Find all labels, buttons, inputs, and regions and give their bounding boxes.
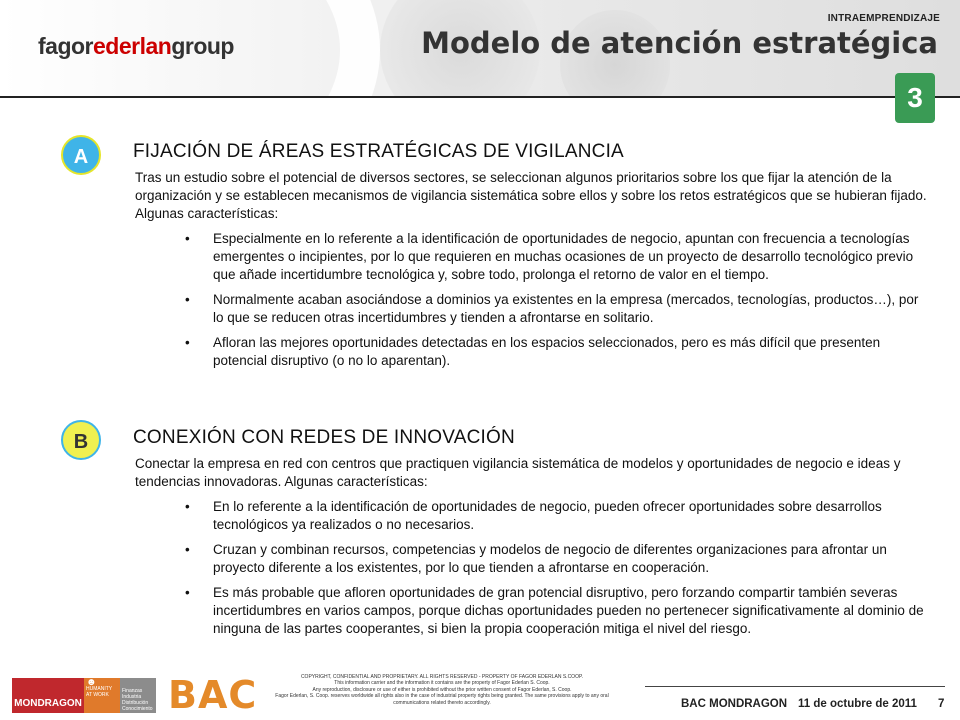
footer-divider (645, 686, 945, 687)
section-a (133, 141, 928, 377)
list-item: • Especialmente en lo referente a la identificación de oportunidades de negocio, apuntan con frecuencia a tecnologías emergentes o incipientes, por lo que requieren en muchas ocasiones de un proyecto de desarrollo tecnológico previo que añade incertidumbre tecnológica y, sobre todo, prolonga el retorno de valor en el tiempo. (213, 230, 928, 284)
list-item: • Normalmente acaban asociándose a dominios ya existentes en la empresa (mercados, tecnologías, productos…), por lo que se reducen otras incertidumbres y tienden a afrontarse en solitario. (213, 291, 928, 327)
footer-org: BAC MONDRAGON (681, 698, 788, 710)
section-a-marker: A (61, 135, 101, 175)
section-a-bullets (133, 230, 928, 370)
list-item: • Afloran las mejores oportunidades detectadas en los espacios seleccionados, pero es más difícil que presenten potencial disruptivo (o no lo aparentan). (213, 334, 928, 370)
step-badge: 3 (895, 73, 935, 123)
list-item: • Es más probable que afloren oportunidades de gran potencial disruptivo, pero forzando compartir también severas incertidumbres en varios campos, porque dichas oportunidades pueden no pertenecer significativamente al dominio de ninguna de las partes cooperantes, si bien la propia cooperación mitiga el nivel del riesgo. (213, 584, 928, 638)
list-item: • Cruzan y combinan recursos, competencias y modelos de negocio de diferentes organizaciones para afrontar un proyecto diferente a los existentes, por lo que tienden a afrontarse en cooperación. (213, 541, 928, 577)
bac-logo: BAC (168, 673, 258, 717)
page-number: 7 (938, 698, 945, 710)
person-icon: ☻ (86, 677, 97, 688)
header-banner (0, 0, 960, 97)
section-b-bullets (133, 498, 928, 638)
header-kicker: INTRAEMPRENDIZAJE (827, 13, 940, 24)
section-a-intro: Tras un estudio sobre el potencial de diversos sectores, se seleccionan algunos prioritarios sobre los que fijar la atención de la organización y se establecen mecanismos de vigilancia sistemática sobre ellos y sobre los retos estratégicos que se hubieran fijado. Algunas características: (135, 170, 927, 221)
mondragon-logo: MONDRAGON ☻ HUMANITY AT WORK Finanzas Industria Distribución Conocimiento (12, 678, 156, 713)
header-divider (0, 96, 960, 98)
section-a-heading: FIJACIÓN DE ÁREAS ESTRATÉGICAS DE VIGILANCIA (133, 141, 624, 162)
section-b-marker: B (61, 420, 101, 460)
section-b-heading: CONEXIÓN CON REDES DE INNOVACIÓN (133, 427, 515, 448)
list-item: • En lo referente a la identificación de oportunidades de negocio, pueden ofrecer oportunidades sobre desarrollos tecnológicos ya realizados o no necesarios. (213, 498, 928, 534)
section-b-intro: Conectar la empresa en red con centros que practiquen vigilancia sistemática de modelos y oportunidades de negocio e ideas y tendencias innovadoras. Algunas características: (135, 456, 901, 489)
footer-date: 11 de octubre de 2011 (798, 698, 917, 710)
fagor-ederlan-logo: fagorederlangroup (38, 33, 234, 59)
copyright-notice: COPYRIGHT, CONFIDENTIAL AND PROPRIETARY. ALL RIGHTS RESERVED - PROPERTY OF FAGOR EDERLAN S.COOP. This information carrier and the information it contains are the property of Fagor Ederlan S. Coop. Any reproduction, disclosure or use of either is prohibited without the prior written consent of Fagor Ederlan, S. Coop. Fagor Ederlan, S. Coop. reserves worldwide all rights also in the case of industrial property rights being granted. The same provisions apply to any oral communications related thereto accordingly. (275, 674, 609, 706)
section-b (133, 427, 928, 645)
page-title: Modelo de atención estratégica (421, 26, 938, 60)
